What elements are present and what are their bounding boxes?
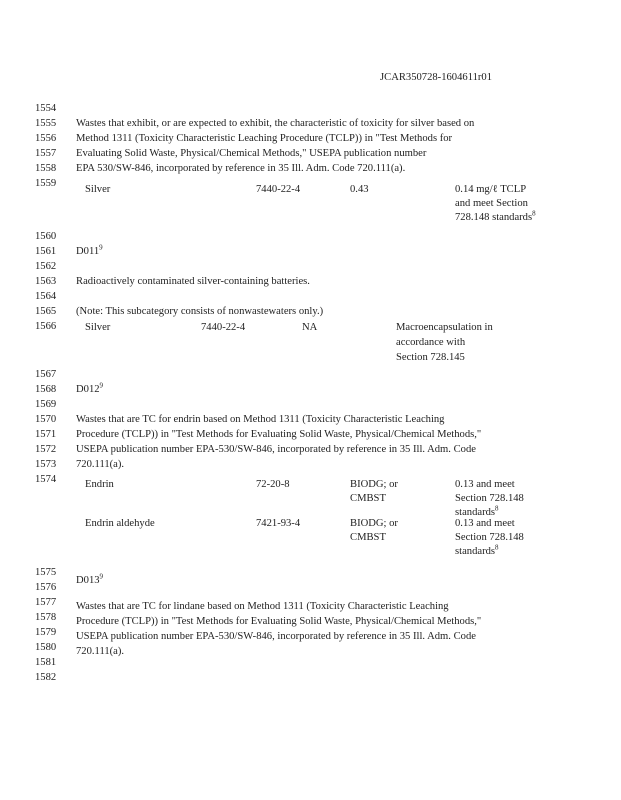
paragraph-line: Method 1311 (Toxicity Characteristic Leaching Procedure (TCLP)) in "Test Methods for <box>76 133 453 144</box>
waste-code: $D012^9$ <box>76 381 104 395</box>
document-id: JCAR350728-1604611r01 <box>380 72 493 83</box>
paragraph-line: 720.111(a). <box>76 459 125 470</box>
line-number: 1578 <box>35 612 57 623</box>
paragraph-line: 720.111(a). <box>76 646 125 657</box>
line-number: 1576 <box>35 582 57 593</box>
paragraph-line: Wastes that exhibit, or are expected to exhibit, the characteristic of toxicity for silver based on <box>76 118 475 129</box>
nonwastewater-standard: 0.14 mg/ℓ TCLP <box>455 184 527 195</box>
line-number: 1564 <box>35 291 57 302</box>
nonwastewater-standard: Macroencapsulation in <box>396 322 493 333</box>
wastewater-standard: NA <box>302 322 318 333</box>
line-number: 1582 <box>35 672 57 683</box>
nonwastewater-standard: accordance with <box>396 337 466 348</box>
paragraph-line: Evaluating Solid Waste, Physical/Chemical Methods," USEPA publication number <box>76 148 427 159</box>
nonwastewater-standard: 728.148 standards$^8$ <box>455 209 536 223</box>
footnote-ref: 9 <box>99 243 103 252</box>
line-number: 1581 <box>35 657 57 668</box>
paragraph-line: Wastes that are TC for endrin based on Method 1311 (Toxicity Characteristic Leaching <box>76 414 445 425</box>
line-number: 1568 <box>35 384 57 395</box>
nonwastewater-standard: and meet Section <box>455 198 528 209</box>
wastewater-standard: BIODG; or <box>350 479 398 490</box>
line-number: 1559 <box>35 178 57 189</box>
constituent-name: Endrin <box>85 479 114 490</box>
paragraph-line: Procedure (TCLP)) in "Test Methods for Evaluating Solid Waste, Physical/Chemical Methods," <box>76 429 482 440</box>
paragraph-line: Procedure (TCLP)) in "Test Methods for Evaluating Solid Waste, Physical/Chemical Methods," <box>76 616 482 627</box>
footnote-ref: 9 <box>99 381 104 390</box>
line-number: 1565 <box>35 306 57 317</box>
paragraph-line: USEPA publication number EPA-530/SW-846, incorporated by reference in 35 Ill. Adm. Code <box>76 631 476 642</box>
nonwastewater-standard: Section 728.148 <box>455 493 524 504</box>
line-number: 1567 <box>35 369 57 380</box>
line-number: 1561 <box>35 246 57 257</box>
cas-number: 72-20-8 <box>256 479 290 490</box>
nonwastewater-standard: Section 728.148 <box>455 532 524 543</box>
wastewater-standard: CMBST <box>350 532 386 543</box>
constituent-name: Endrin aldehyde <box>85 518 155 529</box>
line-number: 1572 <box>35 444 57 455</box>
wastewater-standard: BIODG; or <box>350 518 398 529</box>
nonwastewater-standard: 0.13 and meet <box>455 518 515 529</box>
waste-code: $D013^9$ <box>76 572 104 586</box>
cas-number: 7440-22-4 <box>256 184 301 195</box>
line-number: 1577 <box>35 597 57 608</box>
line-number: 1580 <box>35 642 57 653</box>
line-number: 1554 <box>35 103 57 114</box>
nonwastewater-standard: standards$^8$ <box>455 504 499 518</box>
line-number: 1570 <box>35 414 57 425</box>
cas-number: 7421-93-4 <box>256 518 301 529</box>
nonwastewater-standard: 0.13 and meet <box>455 479 515 490</box>
footnote-ref: 9 <box>99 572 104 581</box>
wastewater-standard: 0.43 <box>350 184 369 195</box>
paragraph-line: EPA 530/SW-846, incorporated by reference in 35 Ill. Adm. Code 720.111(a). <box>76 163 406 174</box>
line-number: 1569 <box>35 399 57 410</box>
footnote-ref: 8 <box>532 209 536 218</box>
line-number: 1563 <box>35 276 57 287</box>
footnote-ref: 8 <box>495 504 499 513</box>
paragraph-line: USEPA publication number EPA-530/SW-846, incorporated by reference in 35 Ill. Adm. Code <box>76 444 476 455</box>
paragraph-line: Wastes that are TC for lindane based on Method 1311 (Toxicity Characteristic Leaching <box>76 601 449 612</box>
line-number: 1562 <box>35 261 57 272</box>
line-number: 1566 <box>35 321 57 332</box>
line-number: 1573 <box>35 459 57 470</box>
footnote-ref: 8 <box>495 543 499 552</box>
line-number: 1560 <box>35 231 57 242</box>
cas-number: 7440-22-4 <box>201 322 246 333</box>
waste-code: $D011^9$ <box>76 243 103 257</box>
constituent-name: Silver <box>85 322 111 333</box>
line-number: 1555 <box>35 118 57 129</box>
wastewater-standard: CMBST <box>350 493 386 504</box>
subcategory-description: Radioactively contaminated silver-containing batteries. <box>76 276 310 287</box>
line-number: 1556 <box>35 133 57 144</box>
line-number: 1579 <box>35 627 57 638</box>
line-number: 1574 <box>35 474 57 485</box>
constituent-name: Silver <box>85 184 111 195</box>
line-number: 1571 <box>35 429 57 440</box>
nonwastewater-standard: Section 728.145 <box>396 352 465 363</box>
line-number: 1558 <box>35 163 57 174</box>
nonwastewater-standard: standards$^8$ <box>455 543 499 557</box>
line-number: 1575 <box>35 567 57 578</box>
line-number: 1557 <box>35 148 57 159</box>
note: (Note: This subcategory consists of nonwastewaters only.) <box>76 306 324 317</box>
